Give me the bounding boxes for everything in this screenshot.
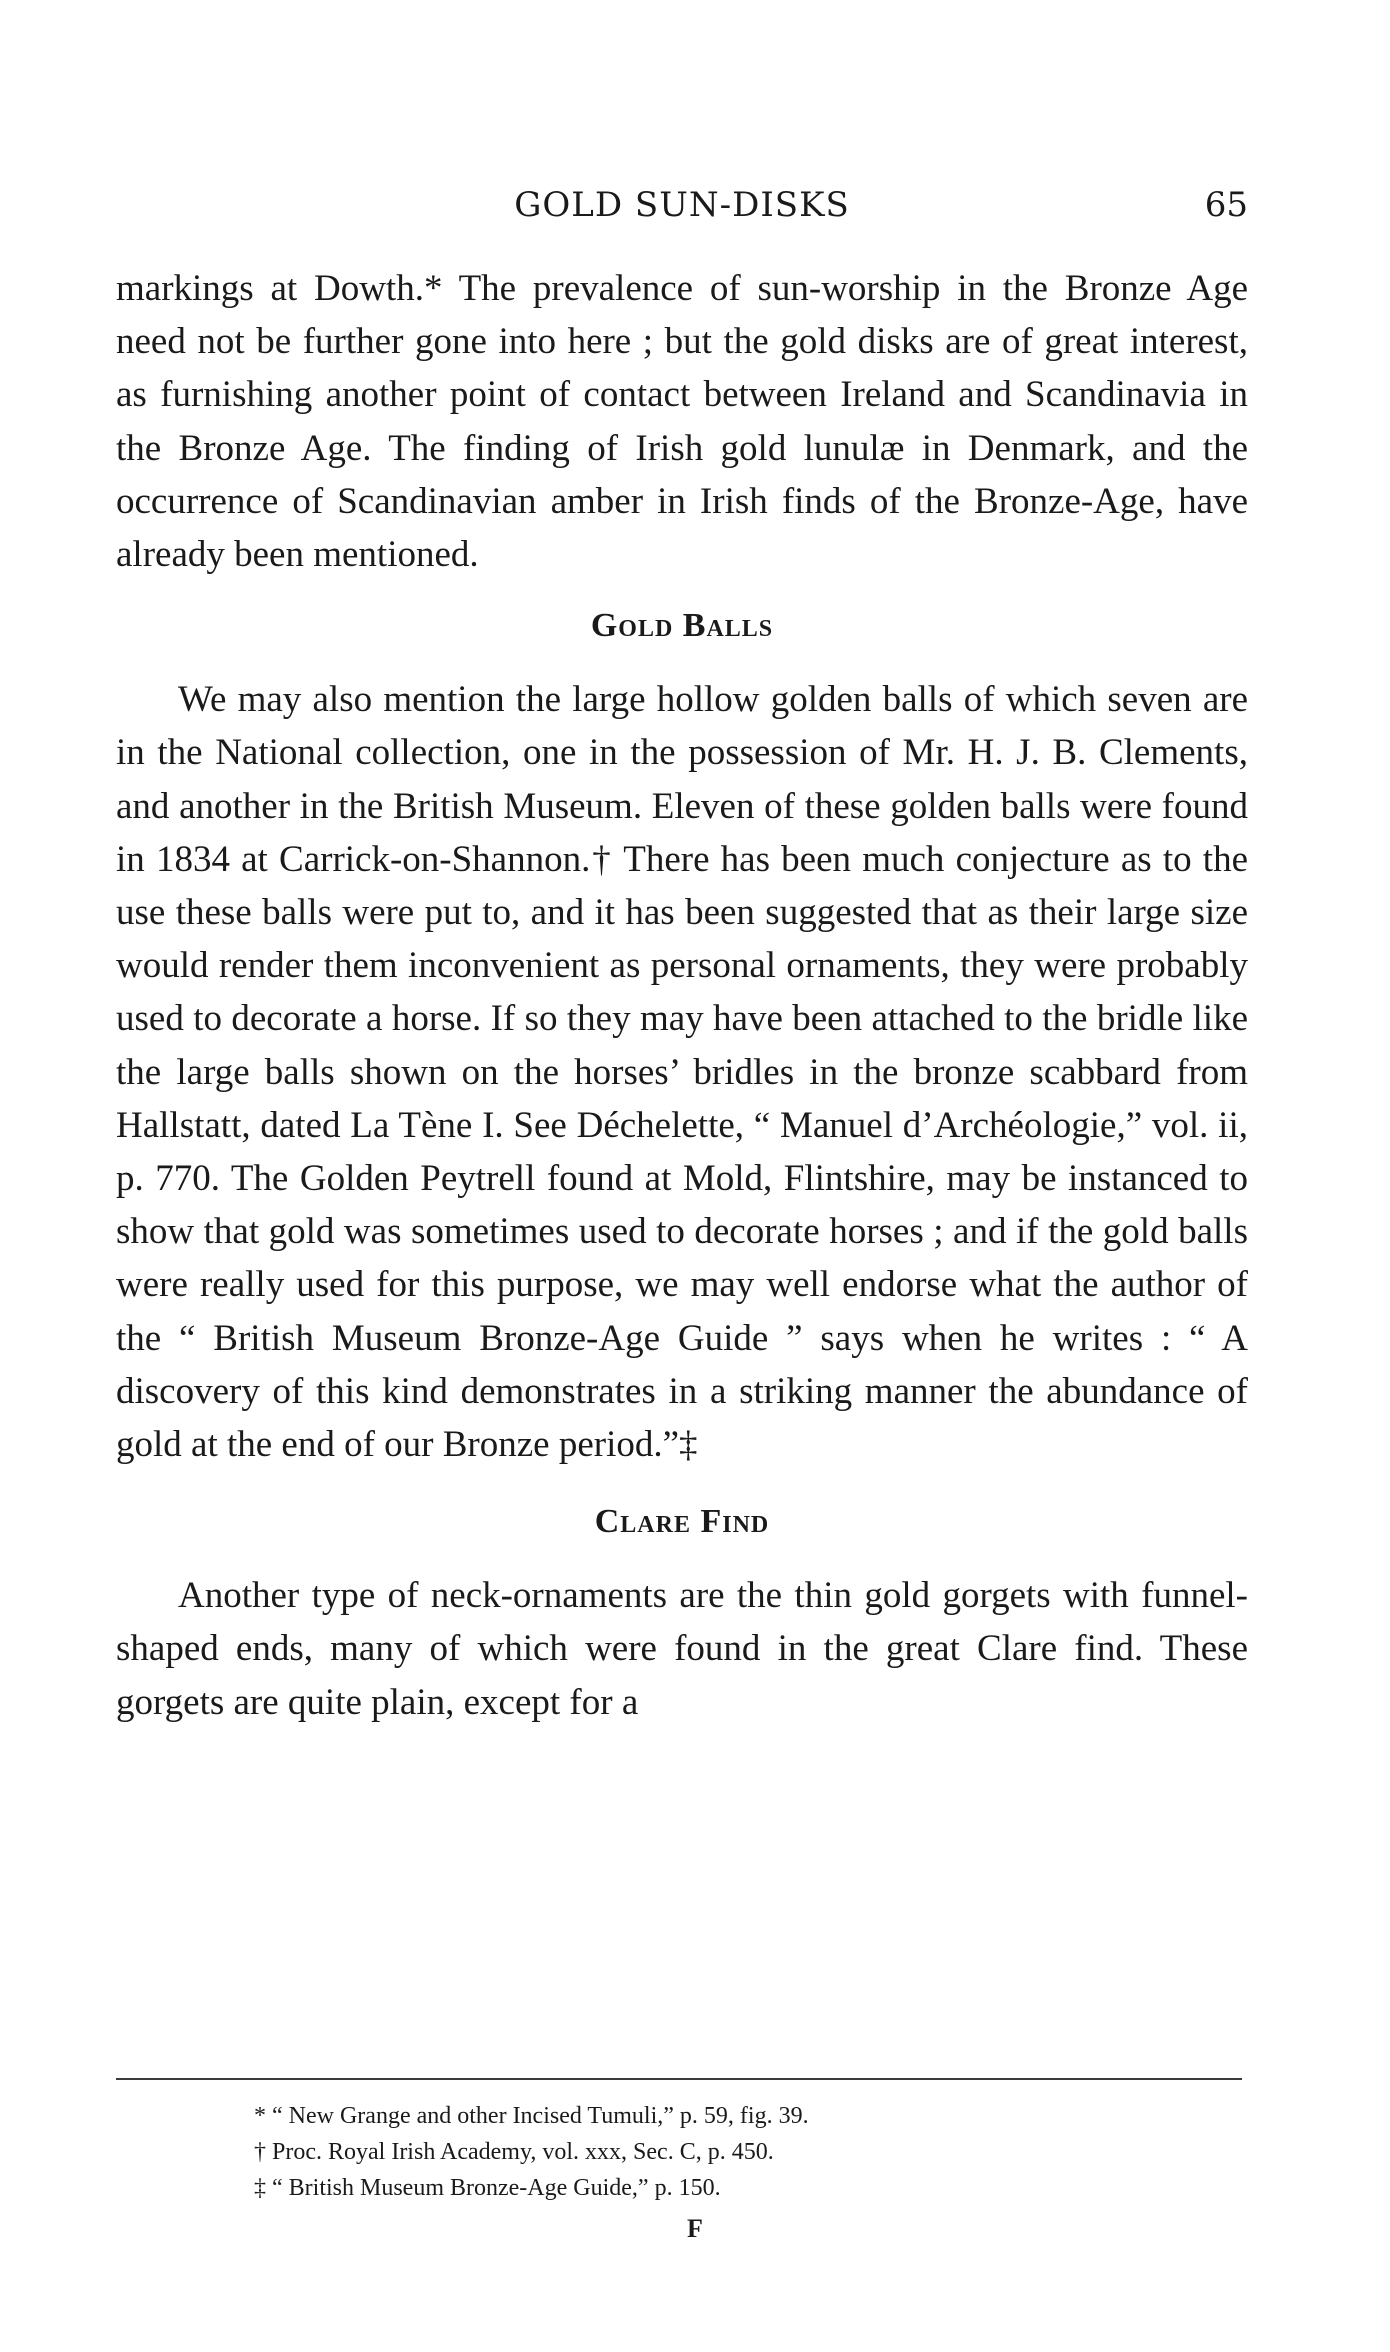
body-text: [116, 262, 1248, 1729]
section-heading-gold-balls: Gold Balls: [590, 607, 774, 645]
section-heading-clare-find: Clare Find: [594, 1503, 770, 1541]
signature-mark: F: [687, 2214, 703, 2243]
paragraph-gold-balls: We may also mention the large hollow golden balls of which seven are in the National collection, one in the possession of Mr. H. J. B. Clements, and another in the British Museum. Eleven of these golden balls were found in 1834 at Carrick-on-Shannon.† There has been much conjecture as to the use these balls were put to, and it has been suggested that as their large size would render them inconvenient as personal ornaments, they were probably used to decorate a horse. If so they may have been attached to the bridle like the large balls shown on the horses’ bridles in the bronze scabbard from Hallstatt, dated La Tène I. See Déchelette, “ Manuel d’Archéologie,” vol. ii, p. 770. The Golden Peytrell found at Mold, Flintshire, may be instanced to show that gold was sometimes used to decorate horses ; and if the gold balls were really used for this purpose, we may well endorse what the author of the “ British Museum Bronze-Age Guide ” says when he writes : “ A discovery of this kind demonstrates in a striking manner the abundance of gold at the end of our Bronze period.”‡: [116, 679, 1248, 1466]
paragraph-clare-find: Another type of neck-ornaments are the thin gold gorgets with funnel-shaped ends, many of which were found in the great Clare find. These gorgets are quite plain, except for a: [116, 1575, 1248, 1723]
running-title: GOLD SUN-DISKS: [514, 185, 850, 225]
running-head: [116, 180, 1248, 230]
footnote-double-dagger: ‡ “ British Museum Bronze-Age Guide,” p. 150.: [254, 2175, 721, 2201]
footnote-dagger: † Proc. Royal Irish Academy, vol. xxx, Sec. C, p. 450.: [254, 2139, 774, 2165]
footnotes: [254, 2098, 1154, 2206]
page-number: 65: [1204, 185, 1248, 225]
paragraph-opening: markings at Dowth.* The prevalence of sun-worship in the Bronze Age need not be further gone into here ; but the gold disks are of great interest, as furnishing another point of contact between Ireland and Scandinavia in the Bronze Age. The finding of Irish gold lunulæ in Denmark, and the occurrence of Scandinavian amber in Irish finds of the Bronze-Age, have already been mentioned.: [116, 268, 1248, 576]
footnote-rule: [116, 2078, 1242, 2080]
footnote-asterisk: * “ New Grange and other Incised Tumuli,” p. 59, fig. 39.: [254, 2103, 809, 2129]
